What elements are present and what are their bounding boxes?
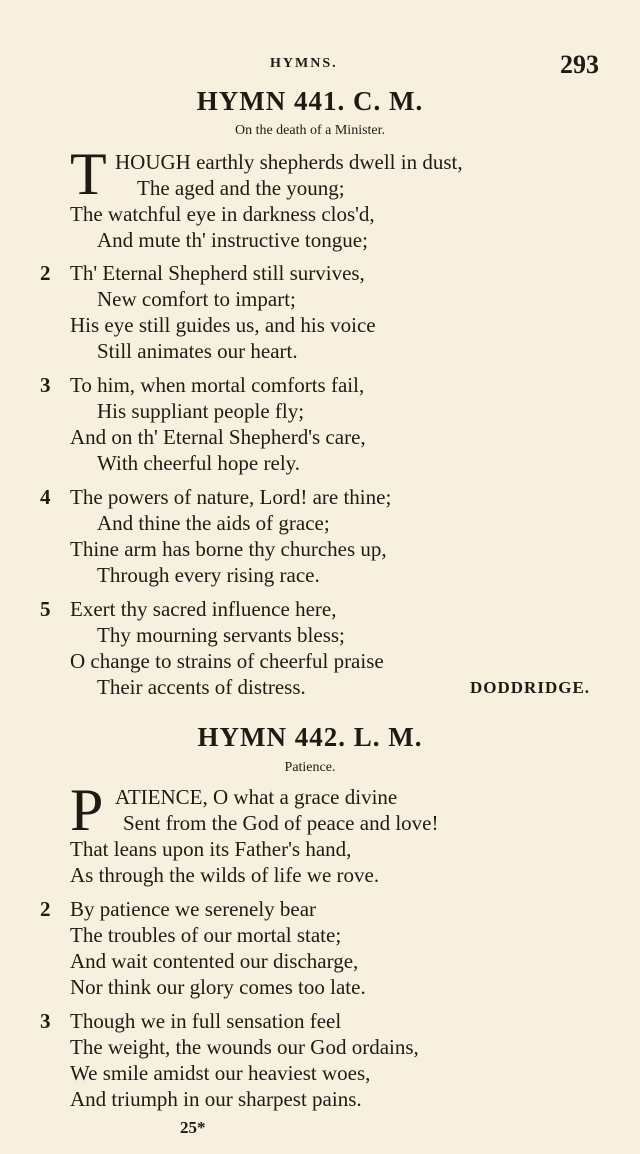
hymn-442-s3-line-3: We smile amidst our heaviest woes, [70, 1061, 371, 1085]
hymn-441-s4-line-2: And thine the aids of grace; [97, 511, 330, 535]
hymn-442-s2-line-1: By patience we serenely bear [70, 897, 317, 921]
hymn-441-s4-line-4: Through every rising race. [97, 563, 320, 587]
hymn-442-s3-line-4: And triumph in our sharpest pains. [70, 1087, 362, 1111]
running-title: HYMNS. [270, 56, 338, 71]
hymn-442-s3-line-1: Though we in full sensation feel [70, 1009, 342, 1033]
hymn-442-s2-line-3: And wait contented our discharge, [70, 949, 359, 973]
hymn-442-line-1: ATIENCE, O what a grace divine [115, 785, 398, 809]
hymn-441-stanza-3-number: 3 [40, 373, 51, 397]
hymn-442-s2-line-4: Nor think our glory comes too late. [70, 975, 366, 999]
hymn-442-title: HYMN 442. L. M. [197, 722, 423, 752]
hymn-441-line-1: HOUGH earthly shepherds dwell in dust, [115, 150, 463, 174]
hymn-441-author: DODDRIDGE. [470, 678, 591, 697]
hymn-441-stanza-2-number: 2 [40, 261, 51, 285]
hymn-442-line-2: Sent from the God of peace and love! [123, 811, 439, 835]
hymn-442-stanza-3-number: 3 [40, 1009, 51, 1033]
hymn-441-s5-line-3: O change to strains of cheerful praise [70, 649, 384, 673]
hymn-441-s4-line-1: The powers of nature, Lord! are thine; [70, 485, 392, 509]
hymn-441-title: HYMN 441. C. M. [196, 86, 424, 116]
hymn-441-s2-line-4: Still animates our heart. [97, 339, 298, 363]
hymn-441-s5-line-4: Their accents of distress. [97, 675, 306, 699]
hymn-442-s2-line-2: The troubles of our mortal state; [70, 923, 342, 947]
hymn-441-line-3: The watchful eye in darkness clos'd, [70, 202, 375, 226]
page-number: 293 [560, 50, 599, 79]
hymn-441-s3-line-4: With cheerful hope rely. [97, 451, 301, 475]
hymn-441-s5-line-2: Thy mourning servants bless; [97, 623, 345, 647]
signature-mark: 25* [180, 1118, 206, 1137]
hymn-442-subtitle: Patience. [284, 760, 336, 775]
hymn-442-s3-line-2: The weight, the wounds our God ordains, [70, 1035, 419, 1059]
hymn-441-s2-line-3: His eye still guides us, and his voice [70, 313, 376, 337]
hymn-441-stanza-4-number: 4 [40, 485, 51, 509]
hymn-441-stanza-5-number: 5 [40, 597, 51, 621]
hymn-441-s4-line-3: Thine arm has borne thy churches up, [70, 537, 387, 561]
hymn-441-s2-line-1: Th' Eternal Shepherd still survives, [70, 261, 365, 285]
hymn-441-s3-line-2: His suppliant people fly; [97, 399, 305, 423]
hymn-441-subtitle: On the death of a Minister. [234, 123, 386, 138]
hymn-441-s3-line-1: To him, when mortal comforts fail, [70, 373, 365, 397]
hymn-442-stanza-2-number: 2 [40, 897, 51, 921]
hymn-441-dropcap: T [70, 141, 107, 207]
hymn-441-line-4: And mute th' instructive tongue; [97, 228, 368, 252]
running-head [0, 50, 620, 79]
hymn-442-dropcap: P [70, 777, 104, 843]
hymn-442-line-4: As through the wilds of life we rove. [70, 863, 380, 887]
hymn-441-line-2: The aged and the young; [137, 176, 345, 200]
hymn-442-line-3: That leans upon its Father's hand, [70, 837, 352, 861]
hymn-441-s5-line-1: Exert thy sacred influence here, [70, 597, 337, 621]
hymn-441-s3-line-3: And on th' Eternal Shepherd's care, [70, 425, 366, 449]
hymn-441-s2-line-2: New comfort to impart; [97, 287, 296, 311]
